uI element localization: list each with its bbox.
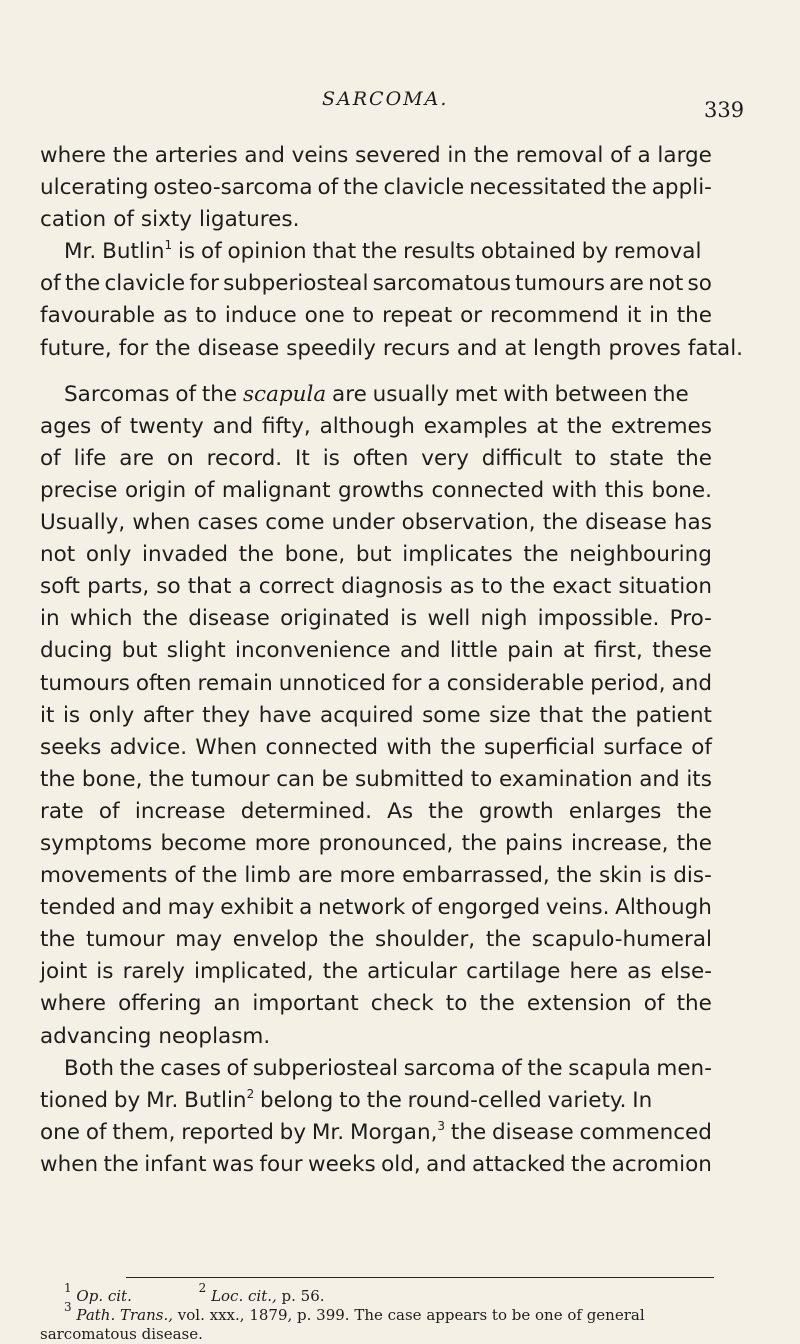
text-line [40, 236, 712, 268]
text-line: joint is rarely implicated, the articular cartilage here as else- [40, 959, 712, 985]
text-line: tumours often remain unnoticed for a considerable period, and [40, 670, 712, 696]
footnote-text: vol. xxx., 1879, p. 399. The case appears to be one of general [173, 1306, 645, 1324]
text-line: Both the cases of subperiosteal sarcoma of the scapula men- [64, 1055, 712, 1081]
text-line: cation of sixty ligatures. [40, 207, 300, 233]
running-title: SARCOMA. [322, 88, 449, 110]
text-line: movements of the limb are more embarrassed, the skin is dis- [40, 863, 712, 889]
text-line: of the clavicle for subperiosteal sarcomatous tumours are not so [40, 271, 712, 297]
text-line: symptoms become more pronounced, the pains increase, the [40, 830, 712, 856]
footnote-text: Op. cit. [76, 1287, 132, 1305]
text-line: favourable as to induce one to repeat or recommend it in the [40, 303, 712, 329]
italic-term: scapula [243, 381, 327, 407]
page-header [0, 88, 800, 128]
text-line: ulcerating osteo-sarcoma of the clavicle necessitated the appli- [40, 175, 712, 201]
page-number: 339 [704, 98, 745, 122]
text-line: it is only after they have acquired some size that the patient [40, 702, 712, 728]
text-line: not only invaded the bone, but implicates the neighbouring [40, 542, 712, 568]
footnote-rule [126, 1277, 714, 1278]
footnote-text: Loc. cit., [211, 1287, 277, 1305]
text-line: of life are on record. It is often very difficult to state the [40, 445, 712, 471]
footnote-text: Path. Trans., [76, 1306, 174, 1324]
text-line: future, for the disease speedily recurs and at length proves fatal. [40, 335, 744, 361]
text-line: soft parts, so that a correct diagnosis as to the exact situation [40, 574, 712, 600]
footnotes [40, 1281, 712, 1344]
text-line: seeks advice. When connected with the superficial surface of [40, 734, 712, 760]
text-line: where the arteries and veins severed in the removal of a large [40, 143, 712, 168]
text-line: Usually, when cases come under observation, the disease has [40, 510, 712, 536]
text-run: tioned by Mr. Butlin$^2$ belong to the round-celled variety. In [40, 1086, 653, 1113]
text-line: tended and may exhibit a network of engorged veins. Although [40, 895, 712, 921]
footnote-number: 1 [64, 1281, 72, 1295]
footnote-line: sarcomatous disease. [40, 1325, 203, 1343]
text-line: ducing but slight inconvenience and little pain at first, these [40, 638, 712, 664]
footnote-number: 3 [64, 1300, 72, 1314]
text-line: rate of increase determined. As the growth enlarges the [40, 798, 712, 824]
text-run: one of them, reported by Mr. Morgan,$^3$ the disease commenced [40, 1118, 712, 1145]
text-line: where offering an important check to the extension of the [40, 991, 712, 1017]
text-line: advancing neoplasm. [40, 1023, 271, 1049]
text-line: when the infant was four weeks old, and attacked the acromion [40, 1151, 712, 1177]
footnote-number: 2 [198, 1281, 207, 1295]
text-line [40, 1117, 712, 1149]
text-line [40, 1085, 712, 1117]
text-line [40, 379, 712, 411]
text-line: ages of twenty and fifty, although examples at the extremes [40, 413, 712, 439]
footnote-ref: 3 [437, 1118, 446, 1133]
footnote-line [40, 1281, 712, 1306]
footnote-ref: 1 [164, 238, 173, 253]
body-text [40, 140, 744, 1181]
text-line: in which the disease originated is well nigh impossible. Pro- [40, 606, 712, 632]
text-run: Mr. Butlin$^1$ is of opinion that the results obtained by removal [64, 238, 702, 265]
footnote-ref: 2 [246, 1086, 255, 1101]
footnote-line [40, 1300, 712, 1325]
text-line: precise origin of malignant growths connected with this bone. [40, 477, 712, 503]
footnote-text: p. 56. [276, 1287, 325, 1305]
text-line: the tumour may envelop the shoulder, the scapulo-humeral [40, 927, 712, 953]
text-line: the bone, the tumour can be submitted to examination and its [40, 766, 712, 792]
text-run: Sarcomas of the scapula are usually met with between the [64, 381, 689, 407]
